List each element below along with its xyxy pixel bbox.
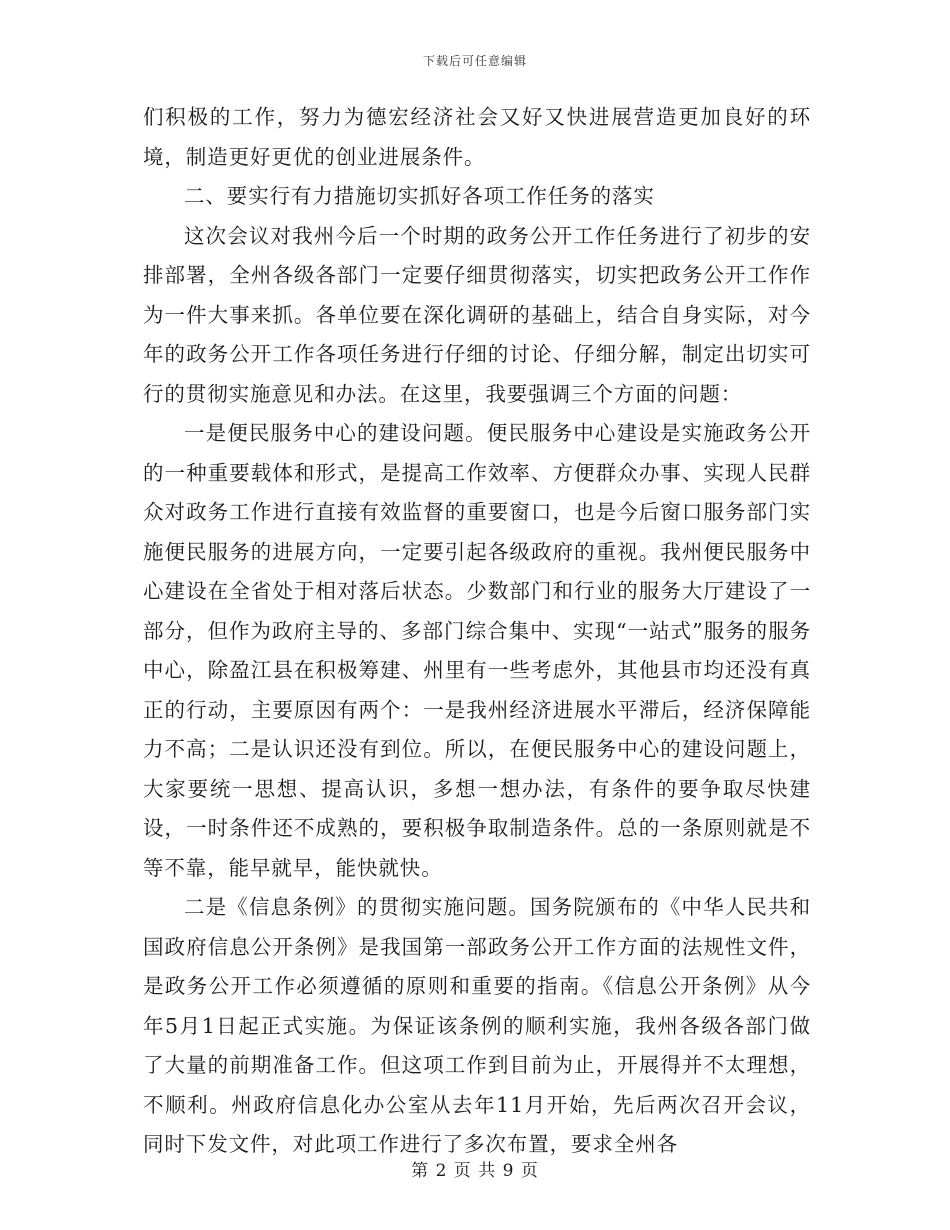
- paragraph-meeting-arrangement: 这次会议对我州今后一个时期的政务公开工作任务进行了初步的安排部署，全州各级各部门一定要仔细贯彻落实，切实把政务公开工作作为一件大事来抓。各单位要在深化调研的基础上，结合自身实际，对今年的政务公开工作各项任务进行仔细的讨论、仔细分解，制定出切实可行的贯彻实施意见和办法。在这里，我要强调三个方面的问题：: [143, 223, 811, 406]
- page-number: 第 2 页 共 9 页: [411, 1161, 539, 1181]
- section-heading: 二、要实行有力措施切实抓好各项工作任务的落实: [184, 184, 655, 208]
- paragraph-continuation: 们积极的工作，努力为德宏经济社会又好又快进展营造更加良好的环境，制造更好更优的创业进展条件。: [143, 105, 811, 169]
- page-header: 下载后可任意编辑: [422, 54, 527, 68]
- document-body: [143, 98, 811, 1165]
- paragraph-information-regulation: 二是《信息条例》的贯彻实施问题。国务院颁布的《中华人民共和国政府信息公开条例》是我国第一部政务公开工作方面的法规性文件，是政务公开工作必须遵循的原则和重要的指南。《信息公开条例》从今年5月1日起正式实施。为保证该条例的顺利实施，我州各级各部门做了大量的前期准备工作。但这项工作到目前为止，开展得并不太理想，不顺利。州政府信息化办公室从去年11月开始，先后两次召开会议，同时下发文件，对此项工作进行了多次布置，要求全州各: [143, 895, 811, 1156]
- paragraph-service-center: 一是便民服务中心的建设问题。便民服务中心建设是实施政务公开的一种重要载体和形式，是提高工作效率、方便群众办事、实现人民群众对政务工作进行直接有效监督的重要窗口，也是今后窗口服务部门实施便民服务的进展方向，一定要引起各级政府的重视。我州便民服务中心建设在全省处于相对落后状态。少数部门和行业的服务大厅建设了一部分，但作为政府主导的、多部门综合集中、实现“一站式”服务的服务中心，除盈江县在积极筹建、州里有一些考虑外，其他县市均还没有真正的行动，主要原因有两个：一是我州经济进展水平滞后，经济保障能力不高；二是认识还没有到位。所以，在便民服务中心的建设问题上，大家要统一思想、提高认识，多想一想办法，有条件的要争取尽快建设，一时条件还不成熟的，要积极争取制造条件。总的一条原则就是不等不靠，能早就早，能快就快。: [143, 421, 811, 880]
